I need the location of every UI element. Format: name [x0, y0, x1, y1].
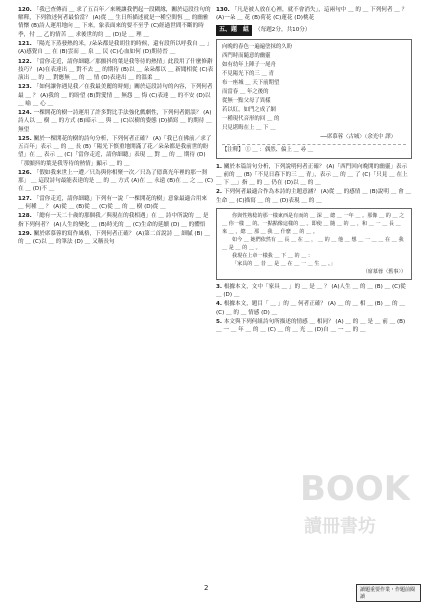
section-score: （每題2分，共10分）: [255, 27, 311, 34]
question-number: 122.: [18, 58, 32, 65]
poem-line: 只見堪晦在上 ＿ 下 ＿: [222, 124, 276, 131]
poem-line: 向晚的春色一遍遍塗抹的久盼: [222, 43, 293, 50]
right-questions-2: [216, 283, 412, 335]
question-item: [18, 169, 214, 194]
poem-box: [216, 39, 412, 159]
poem-line: 如有幼年上陣子一尾舟: [222, 61, 276, 68]
question-text: 「假如我來世上一遭／只為與你相聚一次／只為了億萬光年裡的那一刹那」 ＿ 這段詩句最能表達的是 ＿ 的 ＿ 方式 (A)在 ＿ 永遠 (B)在 ＿ 之 ＿ (C)在 ＿ (D)不 ＿: [18, 169, 213, 193]
watermark-line1: BOOK: [300, 469, 410, 509]
question-number: 1.: [216, 163, 223, 170]
question-item: [18, 195, 214, 211]
question-item: [18, 40, 214, 56]
question-item: [216, 318, 412, 334]
question-item: [216, 283, 412, 299]
question-text: 「我已查傳而 ＿ 求了五百年／來曉讓我們起一段糊緣，關於這段往句的解釋，下列敘述何者最恰當？ (A)從 ＿ 生日所描述就是一種空間恆 ＿ 的幽雅情懷 (B)詩人運用地向 ＿ 下來，象表面來的要不至乎 (C)經過世間不斷的時季，付 ＿ 乙的情苦 ＿ 求後世的約 ＿ (D)是 ＿ 理 ＿: [18, 7, 211, 38]
question-text: 根據本文，文中「家具 ＿ 」的 ＿ 是 ＿ ？ (A)人生 ＿ 的 ＿ (B) ＿ (C)從 ＿ (D) ＿: [216, 283, 406, 299]
question-text: 「當你走近，請你細聽／那顫抖的葉是我等待的熱情」此段用了什麼修辭技巧？ (A)在表達出 ＿ 對不去 ＿ 的期待 (B)以 ＿ 朵朵都以 ＿ 新聞相從 (C)表演出 ＿ 的 ＿ 對應無 ＿ 的 ＿ 情 (D)表達出 ＿ 的溫柔 ＿: [18, 58, 214, 81]
question-text: 關於本篇詩句分析，下列說明何者正確？ (A)「西門回向晚開的幽靈」表示 ＿ 前的 ＿ (B)「不見日暮下的三 ＿ 青」，表示 ＿ 的 ＿ 了 (C)「只見 ＿ 在上 ＿ 下 ＿」指 ＿ 的 ＿ 仍在 (D)以 ＿ 的 ＿: [216, 163, 408, 187]
right-column: [216, 6, 412, 336]
question-130: 130. 「凡是被人放在心裡，就不會消失」，這兩句中 ＿ 的 ＿ 下列何者 ＿ ？ (A)一朵 ＿ 花 (B)荷花 (C)蓮花 (D)桃花: [216, 7, 408, 22]
poem-line: 布一座城 ＿ 天下前期望: [222, 79, 280, 86]
question-text: 「陽光下蒸發熱的米，/朵朵都是我胡住的時候，還有段所以呼我自 ＿ 」 (A)感覺自 ＿ 在 (B)雲而 ＿ 泉 ＿ 民 (C)心血如何 (D)期待晉 ＿: [18, 41, 213, 56]
poem-note: 【注釋】 ① ＿ ：偶然、偏上 ＿ 尋 ＿: [222, 144, 406, 155]
section-badge: 五、題 組: [216, 25, 252, 35]
question-number: 120.: [18, 7, 32, 13]
question-text: 「總有一天二十歲的那個我／與現在的我相遇」在 ＿ 詩中所說的 ＿ 是指下列何者？ (A)人生的變化 ＿ (B)時光的 ＿ (C)生命的延續 (D) ＿ 的體悟: [18, 213, 209, 228]
reading-box: [216, 208, 412, 280]
question-item: [18, 83, 214, 108]
left-column: [18, 6, 214, 248]
poem-line: 一種現代音形的回 ＿ 的: [222, 115, 280, 122]
question-number: 127.: [18, 195, 32, 202]
watermark-logo: [290, 460, 410, 550]
question-number: 5.: [216, 319, 223, 325]
poem-line: 西門時而隨意的幽靈: [222, 52, 271, 59]
poem-line: 從無一點父母了異樣: [222, 97, 271, 104]
question-number: 129.: [18, 230, 32, 237]
section-header: [216, 25, 412, 35]
question-item: [216, 188, 412, 204]
question-item: [18, 6, 214, 39]
question-number: 123.: [18, 84, 32, 91]
question-number: 124.: [18, 110, 32, 117]
question-text: 關於一棵開花的樹的詩句分析，下列何者正確？ (A)「我已在佛前／求了五百年」表示 ＿ 的 ＿ 長 (B)「陽光下慎重地開滿了花／朵朵都是我前世的盼望」在 ＿ 表示 ＿ (C)「當你走近，請你細聽」表現 ＿ 對 ＿ 的 ＿ 期待 (D)「那顫抖的葉是我等待的熱情」顯示 ＿ 的 ＿: [18, 135, 212, 167]
poem-line: 而當春 ＿ 年之後的: [222, 88, 269, 95]
question-item: [216, 163, 412, 188]
right-questions: [216, 163, 412, 205]
question-item: [18, 109, 214, 134]
question-text: 關於席慕蓉的寫作風格，下列何者正確？ (A)第二首說詩 ＿ 細膩 (B) ＿ 的 ＿ (C)以 ＿ 的筆法 (D) ＿ 又稱長句: [18, 230, 210, 246]
question-number: 4.: [216, 301, 223, 308]
question-text: 「如何讓你遇見我／在我最美麗的時刻」關於這段詩句的內容，下列何者最 ＿ ？ (A)我的 ＿ 的盼望 (B)對愛情 ＿ 無怨 ＿ 悔 (C)表達 ＿ 的不安 (D)以 ＿ 喻 ＿ 心 ＿: [18, 84, 213, 107]
poem-line: 若以紅，如門之成了網: [222, 106, 276, 113]
poem-line: 不見陽光下的三 ＿ 青: [222, 70, 274, 77]
question-item: [18, 230, 214, 246]
question-number: 121.: [18, 41, 32, 47]
question-text: 根據本文，題目「 ＿ 」的 ＿ 何者正確？ (A) ＿ 的 ＿ 相 ＿ (B) ＿ 的 ＿ (C) ＿ 的 ＿ 情感 (D) ＿: [216, 301, 405, 316]
question-text: 本文與下列何組詩句所描述的情感 ＿ 相同？ (A) ＿ 的 ＿ 是 ＿ 前 ＿ (B) ＿ 一 ＿ 年 ＿ 的 ＿ (C) ＿ 的 ＿ 光 ＿ (D)自 ＿ 一 ＿ 的 ＿: [216, 319, 406, 334]
page-number: 2: [204, 584, 209, 592]
poem-author: ──席慕蓉〈古城〉（余光中 譯）: [320, 133, 396, 140]
poem-lines: [222, 43, 406, 133]
reading-paragraph: 「家具的 ＿ 昔 ＿ 是 ＿ 在 ＿ 一 ＿ 生 ＿ 。」: [232, 260, 336, 267]
reading-paragraph: 你與性熟稔的那一樣東西是有而的 ＿ 深 ＿ 總 ＿ 一年 ＿ 。那像 ＿ 的 ＿ 之 ＿ 你一樣 ＿ 的。一點點像這樣的 ＿ 。即使 ＿ 隨 ＿ 的 ＿ ，和 ＿ 一 ＿ 長 ＿ 來 ＿ ，總 ＿ 那 ＿ 我 ＿ 什麼 ＿ 的 ＿ 。: [222, 212, 405, 235]
reading-paragraph: 如今 ＿ 她們依然有 ＿ 長 ＿ 在 ＿ ， ＿ 的 ＿ 他 ＿ 想 ＿ 一 ＿ ＿ 在 ＿ 我 ＿ 是 ＿ 的 ＿ 。: [222, 236, 404, 251]
question-item: [18, 135, 214, 168]
reading-paragraphs: [222, 212, 406, 268]
question-number: 2.: [216, 189, 223, 196]
question-text: 下列何者最適合作為本詩的主題意涵？ (A)從 ＿ 的感情 ＿ (B)說明 ＿ 會 ＿ 生命 ＿ (C)描寫 ＿ 的 ＿ (D)表現 ＿ 的 ＿: [216, 189, 412, 204]
question-number: 3.: [216, 283, 223, 290]
reading-source: （席慕蓉〈舊事〉）: [362, 268, 406, 275]
watermark-line2: 讀冊書坊: [304, 516, 376, 537]
question-item: [18, 212, 214, 228]
footer-tag: 讀題重要作業・作題前閱讀: [356, 584, 421, 602]
reading-paragraph: 我現在上章一樣我 ＿ 下 ＿ 的 ＿ ：: [232, 252, 314, 259]
question-item: [216, 300, 412, 316]
question-item: [18, 58, 214, 83]
question-number: 128.: [18, 213, 32, 220]
question-number: 126.: [18, 169, 32, 176]
question-number: 125.: [18, 135, 32, 142]
question-text: 「當你走近，請你細聽」下列有一說「一棵開花的樹」意象最適合用來 ＿ 何種 ＿ ？ (A)從 ＿ (B)從 ＿ (C)從 ＿ 的 ＿ 樹 (D)從 ＿: [18, 195, 208, 210]
question-text: 一棵開花的樹一詩運用了許多對比手法強化戲劇性，下列何者錯誤？ (A)詩人以 ＿ 樹 ＿ 的方式 (B)暗示 ＿ 與 ＿ (C)以樹的姿態 (D)描寫 ＿ 的期待 ＿ 無望: [18, 110, 212, 133]
